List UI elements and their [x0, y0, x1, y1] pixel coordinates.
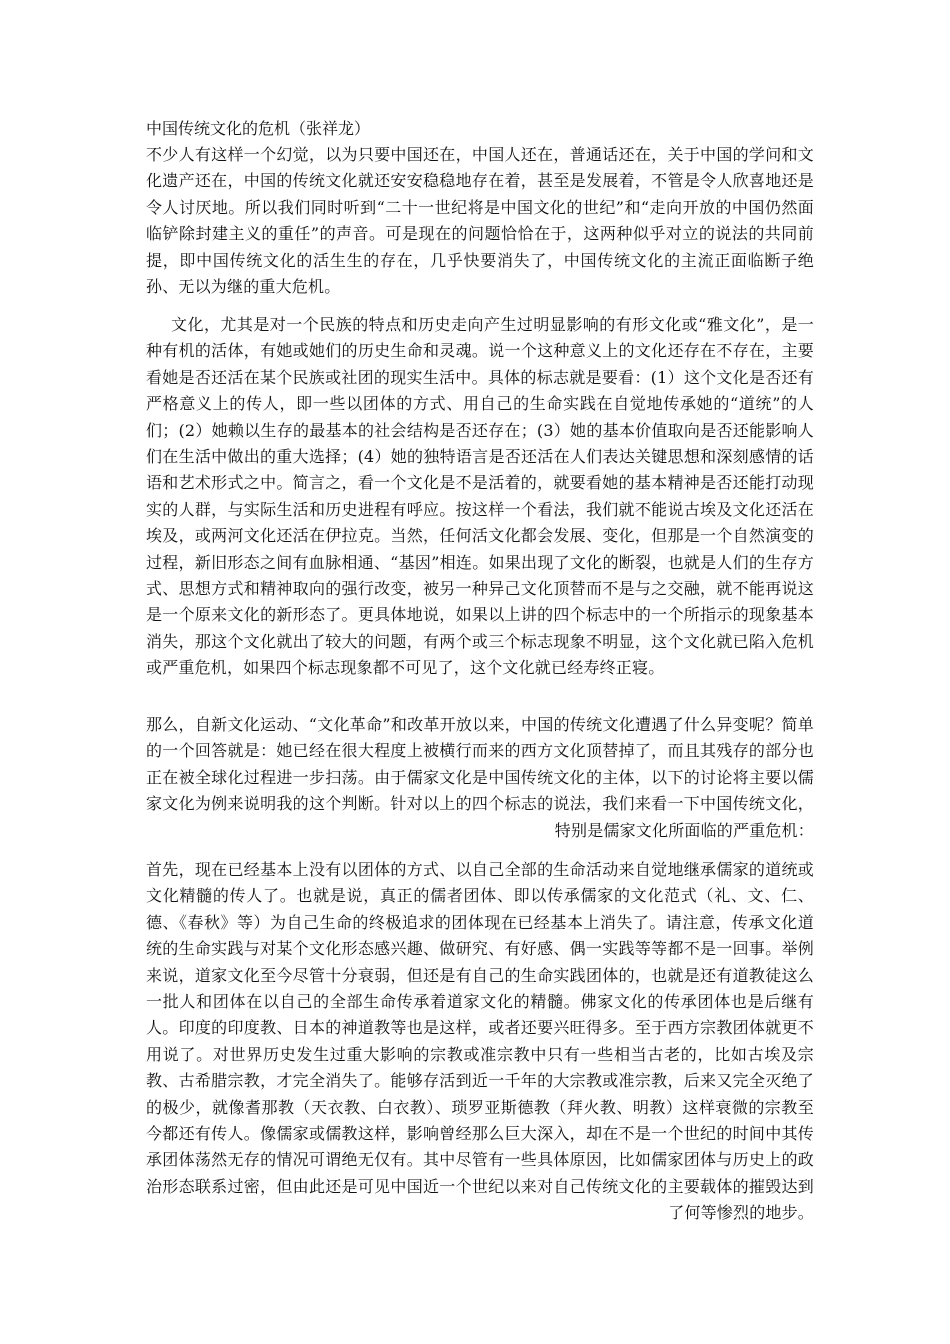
paragraph-3: 那么，自新文化运动、“文化革命”和改革开放以来，中国的传统文化遭遇了什么异变呢？简单的一个回答就是：她已经在很大程度上被横行而来的西方文化顶替掉了，而且其残存的部分也正在被全球化过程进一步扫荡。由于儒家文化是中国传统文化的主体，以下的讨论将主要以儒家文化为例来说明我的这个判断。针对以上的四个标志的说法，我们来看一下中国传统文化，特别是儒家文化所面临的严重危机：	[146, 715, 814, 840]
paragraph-2: 文化，尤其是对一个民族的特点和历史走向产生过明显影响的有形文化或“雅文化”，是一种有机的活体，有她或她们的历史生命和灵魂。说一个这种意义上的文化还存在不存在，主要看她是否还活在某个民族或社团的现实生活中。具体的标志就是要看：(1）这个文化是否还有严格意义上的传人，即一些以团体的方式、用自己的生命实践在自觉地传承她的“道统”的人们；(2）她赖以生存的最基本的社会结构是否还存在；(3）她的基本价值取向是否还能影响人们在生活中做出的重大选择；(4）她的独特语言是否还活在人们表达关键思想和深刻感情的话语和艺术形式之中。简言之，看一个文化是不是活着的，就要看她的基本精神是否还能打动现实的人群，与实际生活和历史进程有呼应。按这样一个看法，我们就不能说古埃及文化还活在埃及，或两河文化还活在伊拉克。当然，任何活文化都会发展、变化，但那是一个自然演变的过程，新旧形态之间有血脉相通、“基因”相连。如果出现了文化的断裂，也就是人们的生存方式、思想方式和精神取向的强行改变，被另一种异己文化顶替而不是与之交融，就不能再说这是一个原来文化的新形态了。更具体地说，如果以上讲的四个标志中的一个所指示的现象基本消失，那这个文化就出了较大的问题，有两个或三个标志现象不明显，这个文化就已陷入危机或严重危机，如果四个标志现象都不可见了，这个文化就已经寿终正寝。	[146, 315, 814, 678]
document-title: 中国传统文化的危机（张祥龙）	[146, 119, 371, 138]
paragraph-1: 不少人有这样一个幻觉，以为只要中国还在，中国人还在，普通话还在，关于中国的学问和文化遗产还在，中国的传统文化就还安安稳稳地存在着，甚至是发展着，不管是令人欣喜地还是令人讨厌地。所以我们同时听到“二十一世纪将是中国文化的世纪”和“走向开放的中国仍然面临铲除封建主义的重任”的声音。可是现在的问题恰恰在于，这两种似乎对立的说法的共同前提，即中国传统文化的活生生的存在，几乎快要消失了，中国传统文化的主流正面临断子绝孙、无以为继的重大危机。	[146, 145, 814, 297]
paragraph-4: 首先，现在已经基本上没有以团体的方式、以自己全部的生命活动来自觉地继承儒家的道统或文化精髓的传人了。也就是说，真正的儒者团体、即以传承儒家的文化范式（礼、文、仁、德、《春秋》等）为自己生命的终极追求的团体现在已经基本上消失了。请注意，传承文化道统的生命实践与对某个文化形态感兴趣、做研究、有好感、偶一实践等等都不是一回事。举例来说，道家文化至今尽管十分衰弱，但还是有自己的生命实践团体的，也就是还有道教徒这么一批人和团体在以自己的全部生命传承着道家文化的精髓。佛家文化的传承团体也是后继有人。印度的印度教、日本的神道教等也是这样，或者还要兴旺得多。至于西方宗教团体就更不用说了。对世界历史发生过重大影响的宗教或准宗教中只有一些相当古老的，比如古埃及宗教、古希腊宗教，才完全消失了。能够存活到近一千年的大宗教或准宗教，后来又完全灭绝了的极少，就像耆那教（天衣教、白衣教）、琐罗亚斯德教（拜火教、明教）这样衰微的宗教至今都还有传人。像儒家或儒教这样，影响曾经那么巨大深入，却在不是一个世纪的时间中其传承团体荡然无存的情况可谓绝无仅有。其中尽管有一些具体原因，比如儒家团体与历史上的政治形态联系过密，但由此还是可见中国近一个世纪以来对自己传统文化的主要载体的摧毁达到了何等惨烈的地步。	[146, 860, 814, 1223]
